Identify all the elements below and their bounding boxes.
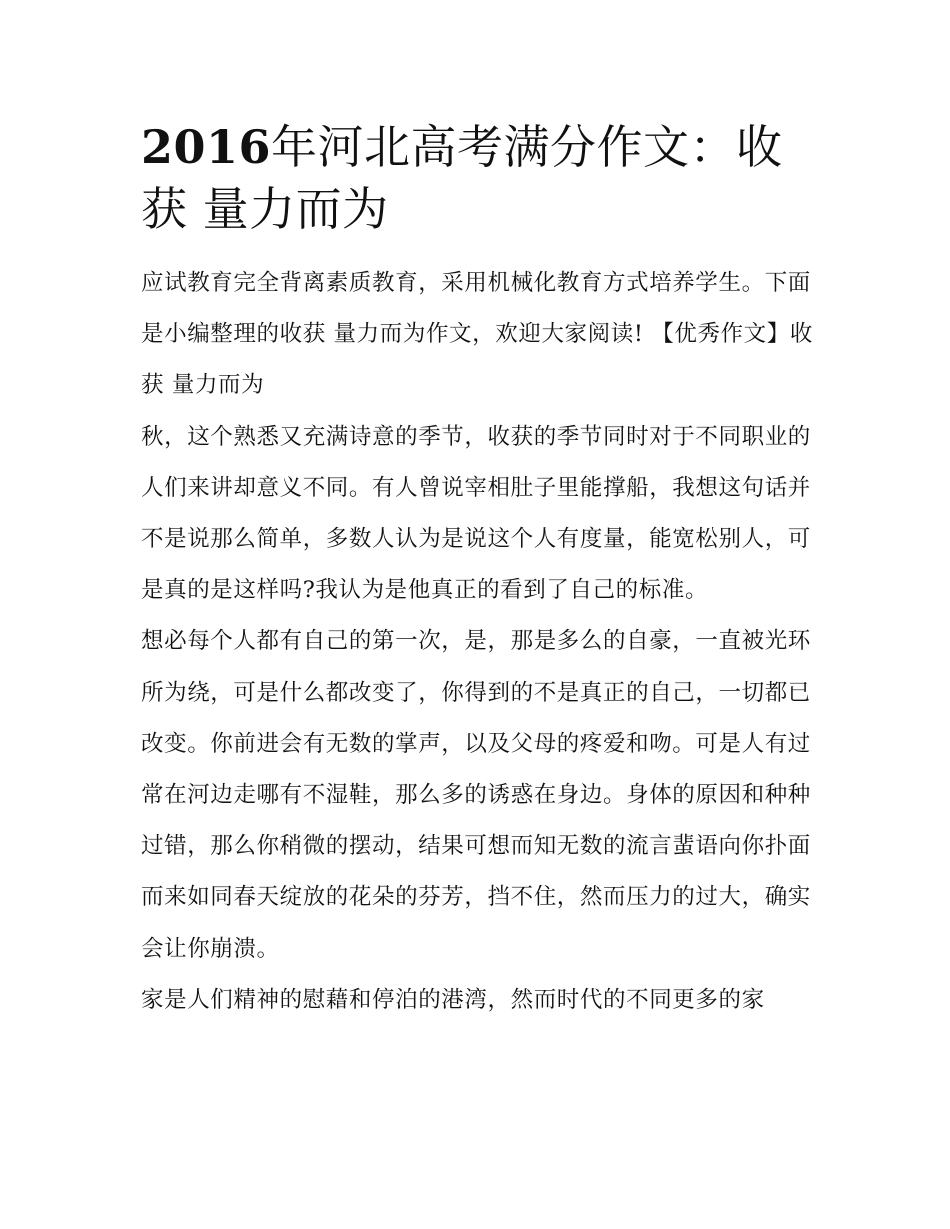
- paragraph-autumn: 秋，这个熟悉又充满诗意的季节，收获的季节同时对于不同职业的人们来讲却意义不同。有人曾说宰相肚子里能撑船，我想这句话并不是说那么简单，多数人认为是说这个人有度量，能宽松别人，可是真的是这样吗?我认为是他真正的看到了自己的标准。: [141, 423, 811, 604]
- title-text: 年河北高考满分作文：收获 量力而为: [141, 120, 783, 236]
- paragraph-first-time: 想必每个人都有自己的第一次，是，那是多么的自豪，一直被光环所为绕，可是什么都改变了，你得到的不是真正的自己，一切都已改变。你前进会有无数的掌声，以及父母的疼爱和吻。可是人有过常在河边走哪有不湿鞋，那么多的诱惑在身边。身体的原因和种种过错，那么你稍微的摆动，结果可想而知无数的流言蜚语向你扑面而来如同春天绽放的花朵的芬芳，挡不住，然而压力的过大，确实会让你崩溃。: [141, 628, 811, 962]
- page-title: [141, 116, 813, 240]
- title-year: 2016: [141, 120, 272, 174]
- paragraph-home: 家是人们精神的慰藉和停泊的港湾，然而时代的不同更多的家: [141, 986, 765, 1013]
- document-body: [141, 116, 813, 1026]
- paragraph-intro: 应试教育完全背离素质教育，采用机械化教育方式培养学生。下面是小编整理的收获 量力而为作文，欢迎大家阅读! 【优秀作文】收获 量力而为: [141, 270, 813, 399]
